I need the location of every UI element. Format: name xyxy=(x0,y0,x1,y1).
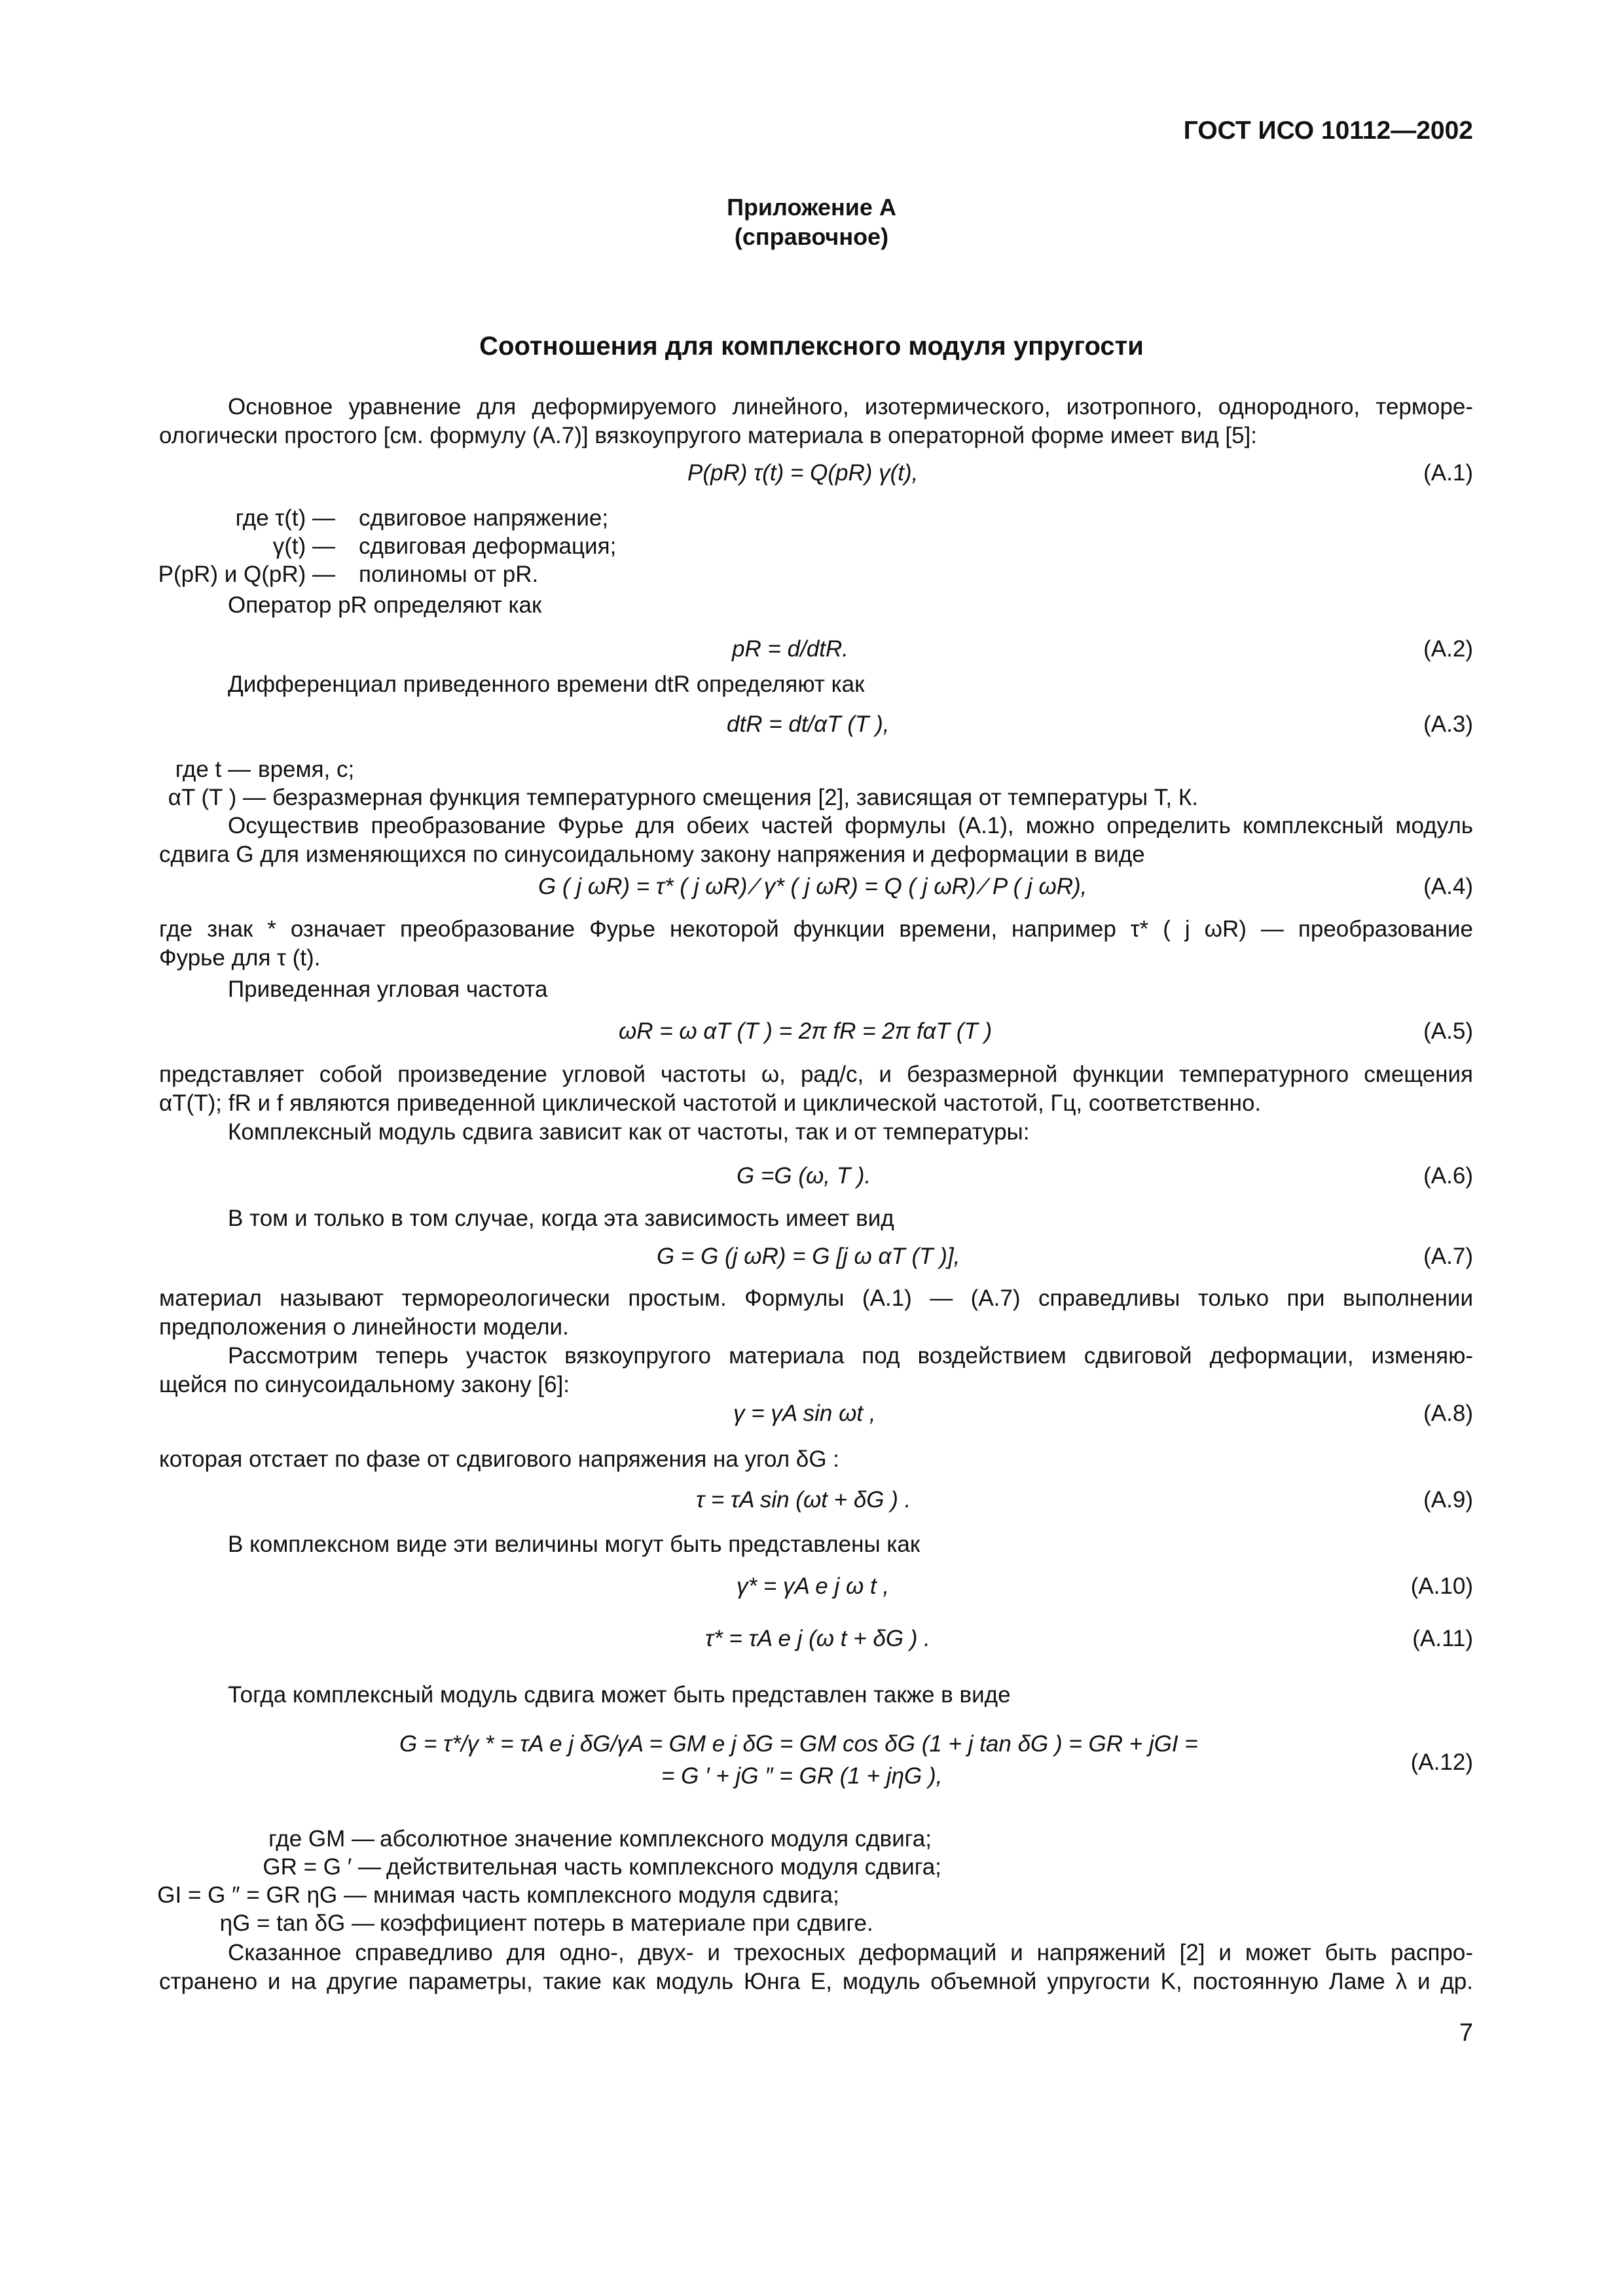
paragraph-fourier xyxy=(159,812,1473,869)
definition-desc: сдвиговое напряжение; xyxy=(359,505,609,531)
equation-number: (А.9) xyxy=(1423,1487,1473,1513)
text-line: Рассмотрим теперь участок вязкоупругого материала под воздействием сдвиговой деформации, изменяю- xyxy=(228,1343,1473,1369)
definition-desc: сдвиговая деформация; xyxy=(359,533,617,559)
text-line: αT(T); fR и f являются приведенной циклической частотой и циклической частотой, Гц, соответственно. xyxy=(159,1090,1262,1116)
equation-number: (А.1) xyxy=(1423,460,1473,486)
text-line: Основное уравнение для деформируемого линейного, изотермического, изотропного, однородного, термоpe- xyxy=(228,394,1473,420)
definition-desc: безразмерная функция температурного смещения [2], зависящая от температуры T, К. xyxy=(272,785,1198,810)
complex-form-line: В комплексном виде эти величины могут быть представлены как xyxy=(228,1532,921,1557)
equation-number: (А.11) xyxy=(1412,1626,1473,1651)
text-line: Сказанное справедливо для одно-, двух- и трехосных деформаций и напряжений [2] и может быть распро- xyxy=(228,1940,1473,1965)
definition-term: ηG = tan δG — xyxy=(219,1910,374,1936)
text-line: представляет собой произведение угловой частоты ω, рад/с, и безразмерной функции температурного смещения xyxy=(159,1062,1473,1087)
definition-desc: полиномы от pR. xyxy=(359,562,539,587)
phase-lag-line: которая отстает по фазе от сдвигового напряжения на угол δG : xyxy=(159,1446,840,1472)
paragraph-fourier-note xyxy=(159,915,1473,973)
paragraph-intro xyxy=(159,393,1473,450)
definition-desc: абсолютное значение комплексного модуля сдвига; xyxy=(380,1826,932,1852)
equation-a12-line1: G = τ*/γ * = τA e j δG/γA = GM e j δG = GM cos δG (1 + j tan δG ) = GR + jGI = xyxy=(399,1731,1198,1757)
complex-modulus-line: Тогда комплексный модуль сдвига может быть представлен также в виде xyxy=(228,1682,1011,1708)
page-number: 7 xyxy=(1459,2019,1473,2047)
equation-number: (А.5) xyxy=(1423,1018,1473,1044)
operator-line: Оператор pR определяют как xyxy=(228,592,542,618)
definition-term: γ(t) — xyxy=(272,533,335,559)
definition-term: αT (T ) — xyxy=(168,785,266,810)
equation-a8: γ = γA sin ωt , xyxy=(733,1401,876,1426)
text-line: ологически простого [см. формулу (А.7)] вязкоупругого материала в операторной форме имеет вид [5]: xyxy=(159,423,1257,448)
equation-a10: γ* = γA e j ω t , xyxy=(737,1573,890,1599)
differential-line: Дифференциал приведенного времени dtR определяют как xyxy=(228,672,865,697)
text-line: сдвига G для изменяющихся по синусоидальному закону напряжения и деформации в виде xyxy=(159,842,1145,867)
definition-term: где τ(t) — xyxy=(235,505,335,531)
equation-a5: ωR = ω αT (T ) = 2π fR = 2π fαT (T ) xyxy=(619,1018,993,1044)
definition-term: P(pR) и Q(pR) — xyxy=(158,562,335,587)
equation-a11: τ* = τA e j (ω t + δG ) . xyxy=(705,1626,930,1651)
definition-term: GR = G ′ — xyxy=(263,1854,381,1880)
text-line: Осуществив преобразование Фурье для обеих частей формулы (А.1), можно определить комплексный модуль xyxy=(228,813,1473,838)
equation-a12-line2: = G ′ + jG ″ = GR (1 + jηG ), xyxy=(661,1763,943,1789)
text-line: Фурье для τ (t). xyxy=(159,945,321,971)
equation-a2: pR = d/dtR. xyxy=(732,636,849,662)
definition-desc: время, с; xyxy=(258,757,355,782)
text-line: щейся по синусоидальному закону [6]: xyxy=(159,1372,570,1397)
paragraph-generalization xyxy=(159,1939,1473,1996)
reduced-frequency-line: Приведенная угловая частота xyxy=(228,977,548,1002)
definition-term: где GM — xyxy=(268,1826,374,1852)
definition-desc: коэффициент потерь в материале при сдвиге. xyxy=(380,1910,873,1936)
text-line: материал называют термореологически простым. Формулы (А.1) — (А.7) справедливы только при выполнении xyxy=(159,1285,1473,1311)
paragraph-thermorheological xyxy=(159,1284,1473,1399)
annex-title: Приложение А xyxy=(727,194,896,221)
equation-a9: τ = τA sin (ωt + δG ) . xyxy=(696,1487,911,1513)
section-title: Соотношения для комплексного модуля упругости xyxy=(479,332,1144,361)
text-line: Комплексный модуль сдвига зависит как от частоты, так и от температуры: xyxy=(228,1119,1030,1145)
definition-desc: мнимая часть комплексного модуля сдвига; xyxy=(373,1882,839,1908)
text-line: странено и на другие параметры, такие как модуль Юнга E, модуль объемной упругости K, постоянную Ламе λ и др. xyxy=(159,1969,1473,1994)
equation-a3: dtR = dt/αT (T ), xyxy=(727,711,890,737)
equation-number: (А.4) xyxy=(1423,874,1473,899)
equation-number: (А.6) xyxy=(1423,1163,1473,1189)
equation-a7: G = G (j ωR) = G [j ω αT (T )], xyxy=(657,1244,960,1269)
condition-line: В том и только в том случае, когда эта зависимость имеет вид xyxy=(228,1206,894,1231)
text-line: предположения о линейности модели. xyxy=(159,1314,569,1340)
equation-a4: G ( j ωR) = τ* ( j ωR) ⁄ γ* ( j ωR) = Q ( j ωR) ⁄ P ( j ωR), xyxy=(538,874,1087,899)
definition-term: GI = G ″ = GR ηG — xyxy=(157,1882,367,1908)
equation-a6: G =G (ω, T ). xyxy=(737,1163,871,1189)
equation-number: (А.3) xyxy=(1423,711,1473,737)
equation-number: (А.10) xyxy=(1410,1573,1473,1599)
equation-number: (А.8) xyxy=(1423,1401,1473,1426)
equation-number: (А.12) xyxy=(1410,1749,1473,1775)
equation-a1: P(pR) τ(t) = Q(pR) γ(t), xyxy=(687,460,919,486)
document-id: ГОСТ ИСО 10112—2002 xyxy=(1183,117,1473,145)
equation-number: (А.2) xyxy=(1423,636,1473,662)
text-line: где знак * означает преобразование Фурье некоторой функции времени, например τ* ( j ωR) — преобразование xyxy=(159,916,1473,942)
paragraph-frequency xyxy=(159,1060,1473,1147)
equation-number: (А.7) xyxy=(1423,1244,1473,1269)
annex-subtitle: (справочное) xyxy=(734,223,889,250)
definition-term: где t — xyxy=(175,757,251,782)
definition-desc: действительная часть комплексного модуля сдвига; xyxy=(386,1854,941,1880)
